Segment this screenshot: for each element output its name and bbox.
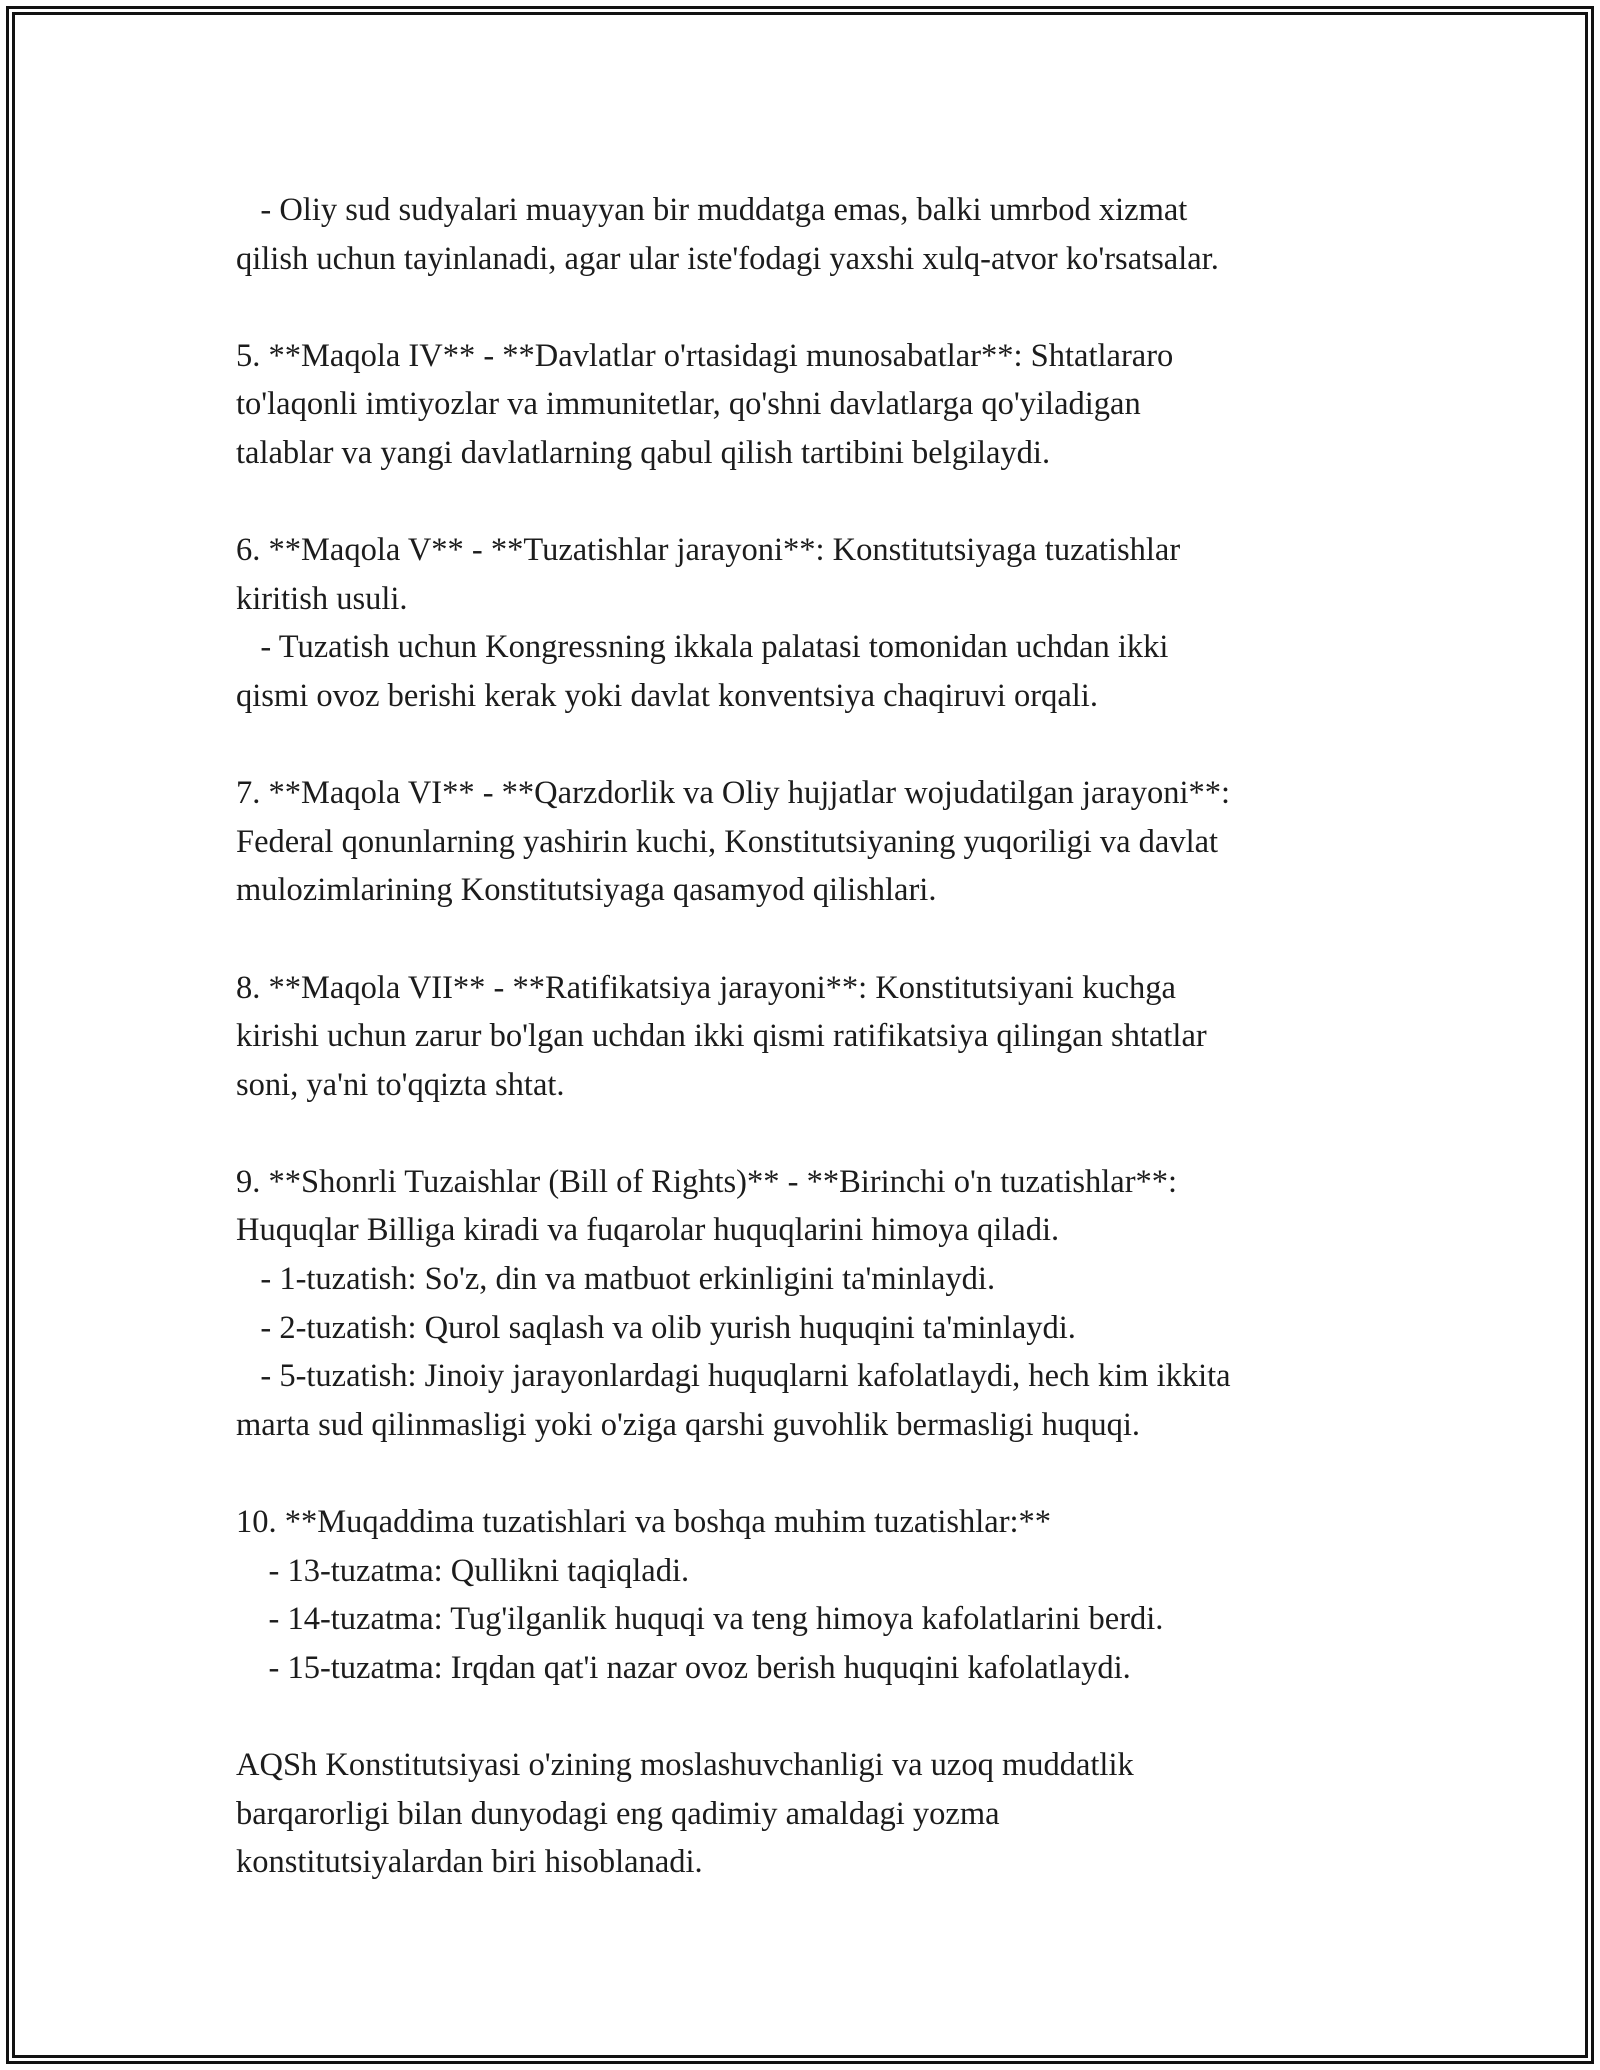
text-line: kiritish usuli. <box>236 580 408 617</box>
text-line: kirishi uchun zarur bo'lgan uchdan ikki qismi ratifikatsiya qilingan shtatlar <box>236 1018 1207 1055</box>
text-line: talablar va yangi davlatlarning qabul qilish tartibini belgilaydi. <box>236 434 1051 471</box>
text-line: konstitutsiyalardan biri hisoblanadi. <box>236 1844 703 1881</box>
text-line: 10. **Muqaddima tuzatishlari va boshqa muhim tuzatishlar:** <box>236 1504 1052 1541</box>
text-line: - 14-tuzatma: Tug'ilganlik huquqi va teng himoya kafolatlarini berdi. <box>236 1601 1164 1638</box>
text-line: - Oliy sud sudyalari muayyan bir muddatga emas, balki umrbod xizmat <box>236 192 1188 228</box>
paragraph-spacer <box>236 283 1416 332</box>
text-line: 5. **Maqola IV** - **Davlatlar o'rtasidagi munosabatlar**: Shtatlararo <box>236 337 1174 374</box>
text-line: to'laqonli imtiyozlar va immunitetlar, qo'shni davlatlarga qo'yiladigan <box>236 386 1141 423</box>
document-body <box>236 186 1416 1887</box>
paragraph-oliy-sud <box>236 186 1416 283</box>
paragraph-maqola-vi <box>236 769 1416 915</box>
text-line: 8. **Maqola VII** - **Ratifikatsiya jarayoni**: Konstitutsiyani kuchga <box>236 969 1176 1006</box>
text-line: - 2-tuzatish: Qurol saqlash va olib yurish huquqini ta'minlaydi. <box>236 1309 1076 1346</box>
paragraph-spacer <box>236 721 1416 770</box>
paragraph-spacer <box>236 915 1416 964</box>
paragraph-muqaddima <box>236 1498 1416 1692</box>
text-line: - 15-tuzatma: Irqdan qat'i nazar ovoz berish huquqini kafolatlaydi. <box>236 1649 1131 1686</box>
text-line: 9. **Shonrli Tuzaishlar (Bill of Rights)** - **Birinchi o'n tuzatishlar**: <box>236 1163 1178 1200</box>
paragraph-maqola-iv <box>236 332 1416 478</box>
paragraph-bill-of-rights <box>236 1158 1416 1450</box>
text-line: Federal qonunlarning yashirin kuchi, Konstitutsiyaning yuqoriligi va davlat <box>236 823 1219 860</box>
text-line: AQSh Konstitutsiyasi o'zining moslashuvchanligi va uzoq muddatlik <box>236 1747 1134 1783</box>
text-line: barqarorligi bilan dunyodagi eng qadimiy amaldagi yozma <box>236 1795 1000 1832</box>
text-line: mulozimlarining Konstitutsiyaga qasamyod qilishlari. <box>236 872 937 909</box>
text-line: soni, ya'ni to'qqizta shtat. <box>236 1066 565 1103</box>
text-line: qilish uchun tayinlanadi, agar ular iste'fodagi yaxshi xulq-atvor ko'rsatsalar. <box>236 240 1219 277</box>
paragraph-spacer <box>236 1109 1416 1158</box>
paragraph-spacer <box>236 1449 1416 1498</box>
text-line: - 1-tuzatish: So'z, din va matbuot erkinligini ta'minlaydi. <box>236 1261 996 1298</box>
paragraph-spacer <box>236 478 1416 527</box>
paragraph-conclusion <box>236 1741 1416 1887</box>
paragraph-spacer <box>236 1692 1416 1741</box>
paragraph-maqola-v <box>236 526 1416 720</box>
text-line: marta sud qilinmasligi yoki o'ziga qarshi guvohlik bermasligi huquqi. <box>236 1406 1141 1443</box>
text-line: qismi ovoz berishi kerak yoki davlat konventsiya chaqiruvi orqali. <box>236 677 1098 714</box>
text-line: 7. **Maqola VI** - **Qarzdorlik va Oliy hujjatlar wojudatilgan jarayoni**: <box>236 775 1231 812</box>
paragraph-maqola-vii <box>236 964 1416 1110</box>
text-line: - 5-tuzatish: Jinoiy jarayonlardagi huquqlarni kafolatlaydi, hech kim ikkita <box>236 1358 1231 1395</box>
text-line: - 13-tuzatma: Qullikni taqiqladi. <box>236 1552 690 1589</box>
text-line: Huquqlar Billiga kiradi va fuqarolar huquqlarini himoya qiladi. <box>236 1212 1060 1249</box>
text-line: 6. **Maqola V** - **Tuzatishlar jarayoni**: Konstitutsiyaga tuzatishlar <box>236 532 1181 569</box>
text-line: - Tuzatish uchun Kongressning ikkala palatasi tomonidan uchdan ikki <box>236 629 1169 666</box>
